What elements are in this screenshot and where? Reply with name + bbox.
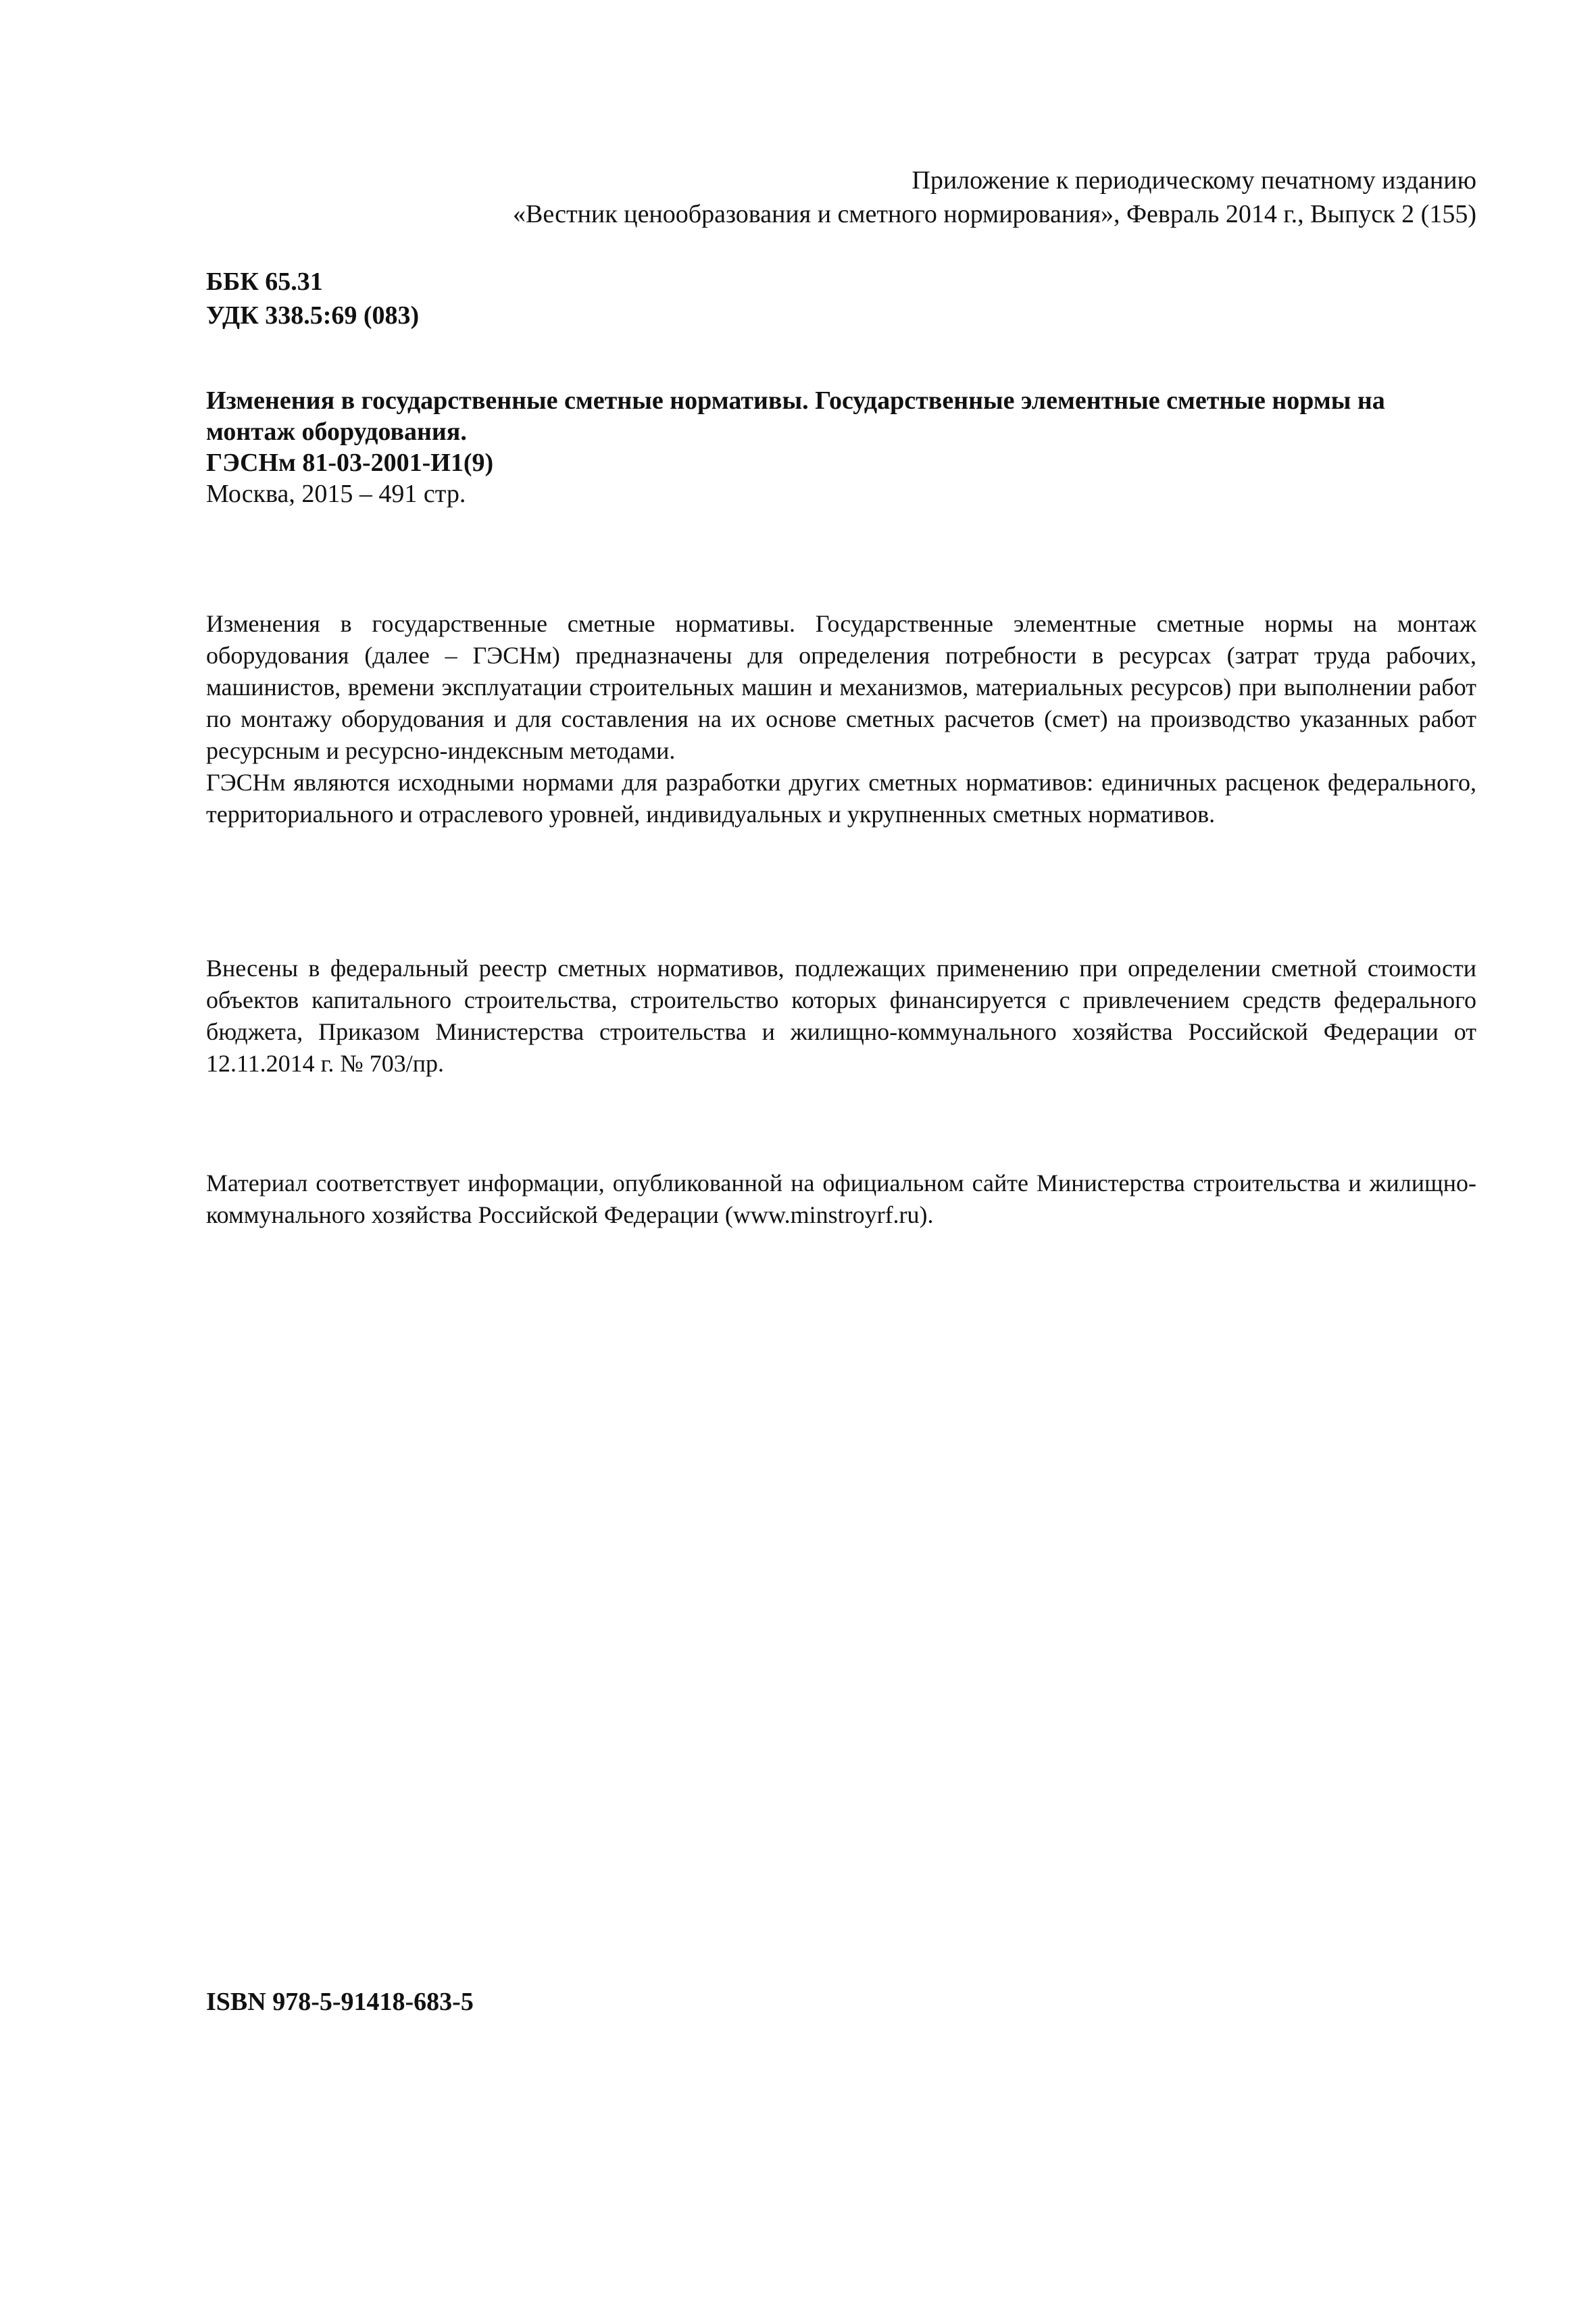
document-imprint: Москва, 2015 – 491 стр. <box>206 480 466 508</box>
classification-codes <box>206 265 419 332</box>
description-section <box>206 608 1476 830</box>
registry-section <box>206 953 1476 1080</box>
isbn-number: ISBN 978-5-91418-683-5 <box>206 1988 474 2016</box>
header-line-2: «Вестник ценообразования и сметного нормирования», Февраль 2014 г., Выпуск 2 (155) <box>512 200 1476 228</box>
document-title: Изменения в государственные сметные нормативы. Государственные элементные сметные нормы на монтаж оборудования. <box>206 386 1385 446</box>
source-section <box>206 1167 1476 1231</box>
udk-code: УДК 338.5:69 (083) <box>206 301 420 330</box>
description-paragraph-2: ГЭСНм являются исходными нормами для разработки других сметных нормативов: единичных расценок федерального, территориального и отраслевого уровней, индивидуальных и укрупненных сметных нормативов. <box>206 769 1476 828</box>
document-code: ГЭСНм 81-03-2001-И1(9) <box>206 449 494 477</box>
header-line-1: Приложение к периодическому печатному изданию <box>912 166 1476 195</box>
source-paragraph: Материал соответствует информации, опубликованной на официальном сайте Министерства строительства и жилищно-коммунального хозяйства Российской Федерации (www.minstroyrf.ru). <box>206 1169 1476 1228</box>
title-block <box>206 385 1476 509</box>
description-paragraph-1: Изменения в государственные сметные нормативы. Государственные элементные сметные нормы на монтаж оборудования (далее – ГЭСНм) предназначены для определения потребности в ресурсах (затрат труда рабочих, машинистов, времени эксплуатации строительных машин и механизмов, материальных ресурсов) при выполнении работ по монтажу оборудования и для составления на их основе сметных расчетов (смет) на производство указанных работ ресурсным и ресурсно-индексным методами. <box>206 610 1476 764</box>
registry-paragraph: Внесены в федеральный реестр сметных нормативов, подлежащих применению при определении сметной стоимости объектов капитального строительства, строительство которых финансируется с привлечением средств федерального бюджета, Приказом Министерства строительства и жилищно-коммунального хозяйства Российской Федерации от 12.11.2014 г. № 703/пр. <box>206 955 1476 1077</box>
publication-header <box>405 164 1476 231</box>
bbk-code: ББК 65.31 <box>206 268 323 296</box>
